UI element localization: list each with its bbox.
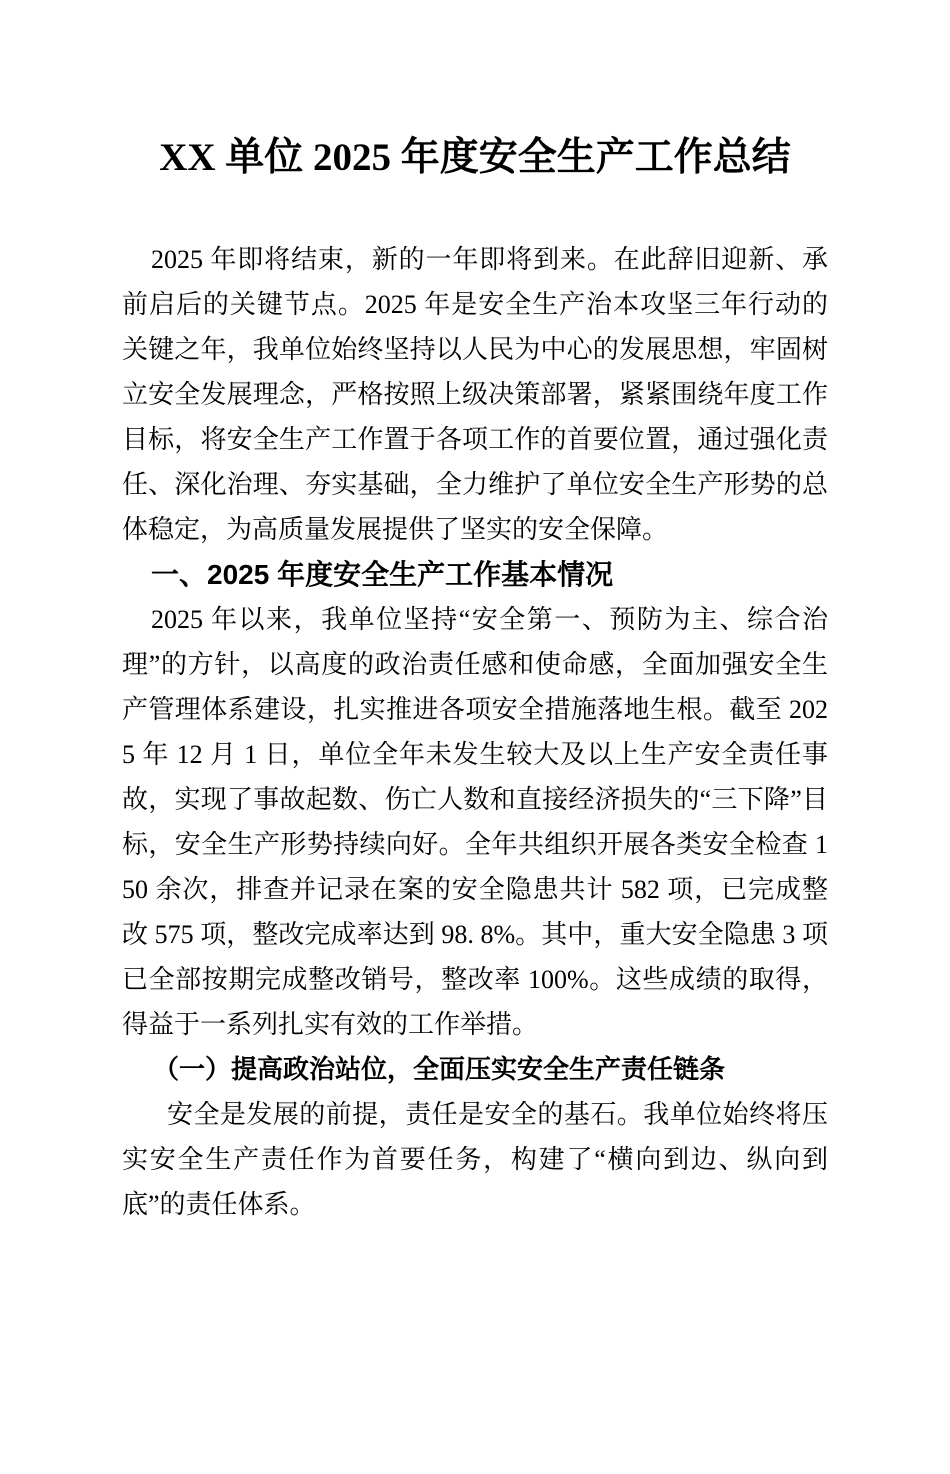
intro-paragraph: 2025 年即将结束，新的一年即将到来。在此辞旧迎新、承前启后的关键节点。2025 年是安全生产治本攻坚三年行动的关键之年，我单位始终坚持以人民为中心的发展思想，牢固树立安全发展理念，严格按照上级决策部署，紧紧围绕年度工作目标，将安全生产工作置于各项工作的首要位置，通过强化责任、深化治理、夯实基础，全力维护了单位安全生产形势的总体稳定，为高质量发展提供了坚实的安全保障。: [122, 245, 828, 544]
section-1-heading: 一、2025 年度安全生产工作基本情况: [151, 559, 614, 590]
section-1-paragraph: 2025 年以来，我单位坚持“安全第一、预防为主、综合治理”的方针，以高度的政治责任感和使命感，全面加强安全生产管理体系建设，扎实推进各项安全措施落地生根。截至 2025 年 12 月 1 日，单位全年未发生较大及以上生产安全责任事故，实现了事故起数、伤亡人数和直接经济损失的“三下降”目标，安全生产形势持续向好。全年共组织开展各类安全检查 150 余次，排查并记录在案的安全隐患共计 582 项，已完成整改 575 项，整改完成率达到 98. 8%。其中，重大安全隐患 3 项已全部按期完成整改销号，整改率 100%。这些成绩的取得，得益于一系列扎实有效的工作举措。: [122, 605, 828, 1039]
subsection-1-paragraph: 安全是发展的前提，责任是安全的基石。我单位始终将压实安全生产责任作为首要任务，构建了“横向到边、纵向到底”的责任体系。: [122, 1100, 828, 1219]
document-title: XX 单位 2025 年度安全生产工作总结: [159, 136, 791, 179]
subsection-1-heading: （一）提高政治站位，全面压实安全生产责任链条: [153, 1055, 726, 1084]
document-page: [0, 130, 950, 1474]
